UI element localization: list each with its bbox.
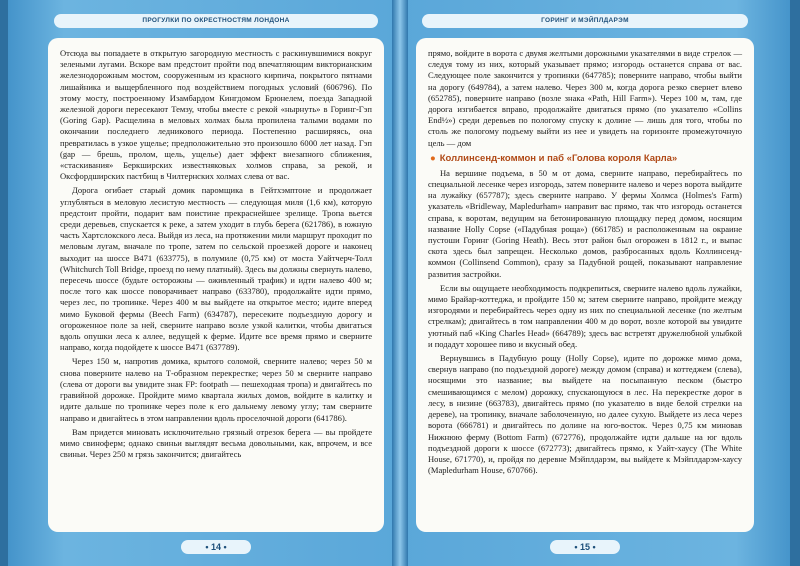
right-page-number: • 15 • [550,540,620,554]
right-paragraph: Вернувшись в Падубную рощу (Holly Copse), идите по дорожке мимо дома, свернув направо (по подъездной дороге) между домом (справа) и коттеджем (слева), носящими это название; вы выйдете на посыпанную песком (быстро смешивающимся с мелом) дорожку, спускающуюся в лес. На перекрестке дорог в лесу, в низине (663783), двигайтесь прямо (по указателю в виде белой стрелки на дереве), на тропинку, вначале заболоченную, но далее сухую. Выйдете из леса через ворота (666781) и двигайтесь по долине на юго-восток. Через 0,75 км миновав Нижнюю ферму (Bottom Farm) (672776), продолжайте идти дальше на юг вдоль подъездной дороги к шоссе (672773); двигайтесь прямо, к Уайт-хаусу (The White House, 671770), и, пройдя по деревне Мэйплдарэм, вы выйдете к Мэйплдарэм-хаусу (Mapledurham House, 670766). [428,353,742,476]
left-paragraph: Через 150 м, напротив домика, крытого соломой, сверните налево; через 50 м снова поверните налево на Т-образном перекрестке; через 50 м сверните направо (слева от дороги вы увидите знак FP: footpath — пешеходная тропа) и двигайтесь по гравийной дорожке. Пройдите мимо квартала жилых домов, войдите в калитку и идите дальше по тропинке через поле к его дальнему левому углу; там сверните направо и двигайтесь в этом направлении вдоль проселочной дороги (641786). [60,356,372,423]
right-paragraph: Если вы ощущаете необходимость подкрепиться, сверните налево вдоль лужайки, мимо Брайар-коттеджа, и пройдите 150 м; затем сверните направо, пройдите между изгородями и перебирайтесь через одну из них по специальной лесенке (по желтым стрелкам); двигайтесь в том направлении 400 м до ворот, возле которой вы увидите уютный паб «King Charles Head» (664789); здесь вас встретят дружелюбной улыбкой и подадут хорошее пиво и вкусный обед. [428,282,742,349]
section-heading-text: Коллинсенд-коммон и паб «Голова короля Карла» [439,152,678,164]
heading-bullet-icon: ● [430,152,436,164]
right-paragraph: прямо, войдите в ворота с двумя желтыми дорожными указателями в виде стрелок — следуя тому из них, который указывает прямо; изгородь останется справа от вас. Следующее поле закончится у тропинки (647785); поверните направо, чтобы выйти на дорогу (649784), а затем налево. Через 300 м, когда дорога резко свернет влево (652785), поверните направо (возле знака «Path, Hill Farm»). Через 100 м, там, где дорога изгибается вправо, продолжайте двигаться прямо (по указателю «Collins End½») среди деревьев по пологому спуску к долине — лишь для того, чтобы по столь же пологому подъему выйти из нее и увидеть на горизонте промежуточную цель — дом [428,48,742,148]
left-paragraph: Отсюда вы попадаете в открытую загородную местность с раскинувшимися вокруг зелеными лугами. Вскоре вам предстоит пройти под впечатляющим викторианским железнодорожным мостом, сооруженным из красного кирпича, покрытого пятнами лишайника и выщербленного под воздействием погодных условий (606796). По этому мосту, построенному Изамбардом Кингдомом Брюнелем, поезда Западной железной дороги пересекают Темзу, чтобы вместе с рекой «нырнуть» в Горинг-Гэп (Goring Gap). Расщелина в меловых холмах была пропилена талыми водами по окончании последнего ледникового периода. Постепенно расширяясь, она превратилась в узкое ущелье; предположительно это произошло 6000 лет назад. Гэп (gap — брешь, пролом, щель, ущелье) дает эффект внезапного сближения, «стаскивания» Беркширских известняковых холмов справа, за рекой, и Оксфордширских пастбищ в Чилтернских холмах слева от вас. [60,48,372,182]
left-page-number: • 14 • [181,540,251,554]
left-page-header: ПРОГУЛКИ ПО ОКРЕСТНОСТЯМ ЛОНДОНА [54,14,378,28]
left-page [42,14,390,560]
section-heading [428,153,742,164]
right-page-header: ГОРИНГ И МЭЙПЛДАРЭМ [422,14,748,28]
book-gutter [392,0,408,566]
book-cover-edge-right [790,0,800,566]
book-cover-edge-left [0,0,8,566]
right-paragraph: На вершине подъема, в 50 м от дома, сверните направо, перебирайтесь по специальной лесенке через изгородь, затем поверните налево и через ворота выйдите на лужайку (657787); здесь сверните направо. У фермы Холмса (Holmes's Farm) указатель «Bridleway, Mapledurham» направит вас прямо, так что изгородь останется справа, к воротам, ведущим на бетонированную площадку перед домом, носящим название Holly Copse («Падубная роща») (661785) и расположенным на окраине пустоши Горинг (Goring Heath). Весь этот район был огорожен в 1812 г., и выпас скота здесь был запрещен. Несколько домов, разбросанных вдоль Коллинсенд-коммон (Collinsend Common), сразу за Падубной рощей, показывают направление развития застройки. [428,167,742,279]
left-paragraph: Дорога огибает старый домик паромщика в Гейтхэмптоне и продолжает углубляться в меловую лесистую местность — следующая миля (1,6 км), которую предстоит пройти, подарит вам поистине прекраснейшее зрелище. Тропа вьется среди деревьев, спускается к реке, а затем уходит в глубь берега (621786), в южную часть Хартслокского леса. Выйдя из леса, на протяжении мили маршрут проходит по меловым лугам, вначале по тропе, затем по сельской проезжей дороге и наконец выходит на шоссе B471 (633775), в полумиле (0,75 км) от моста Уайтчерч-Толл (Whitchurch Toll Bridge, проезд по нему платный). Здесь вы должны свернуть налево, пересечь шоссе (будьте осторожны — оживленный трафик) и идти налево 400 м; после того как шоссе поворачивает направо (633780), продолжайте идти прямо, через лес, по тропинке. Через 400 м вы выйдете на открытое место; идите вперед мимо Буковой фермы (Beech Farm) (634787), пересеките подъездную дорогу и огороженное поле за ней, сверните направо возле узкой калитки, чтобы двигаться вдоль опушки леса к аллее, ведущей к ферме. Идите все время прямо и сверните направо, когда подойдете к шоссе B471 (637789). [60,185,372,353]
left-page-content [48,38,384,532]
right-page-content [416,38,754,532]
left-paragraph: Вам придется миновать исключительно грязный отрезок берега — вы пройдете мимо свиноферм; однако свиньи выглядят весьма довольными, как, впрочем, и все свиньи. Через 250 м грязь закончится; двигайтесь [60,426,372,460]
right-page [410,14,760,560]
